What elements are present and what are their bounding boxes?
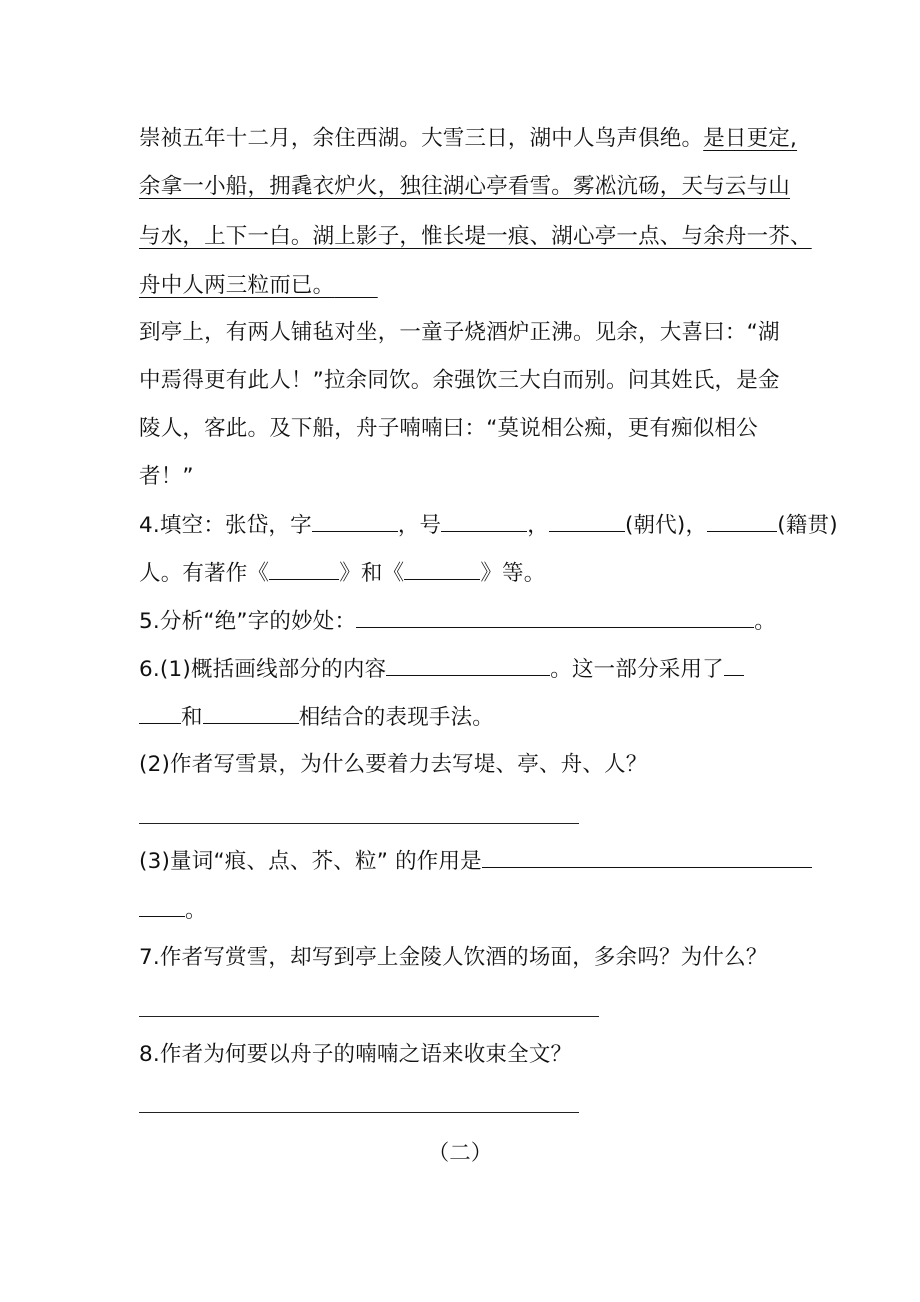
question-4-line-1 xyxy=(139,511,838,541)
q6-blank-technique-1a[interactable] xyxy=(724,655,744,676)
q5-blank[interactable] xyxy=(356,607,754,628)
underlined-text: 是日更定, xyxy=(703,126,798,151)
passage-p2-line-1: 到亭上，有两人铺毡对坐，一童子烧酒炉正沸。见余，大喜曰：“湖 xyxy=(139,320,780,345)
question-6-1-line-2 xyxy=(139,703,494,733)
q6-blank-technique-2[interactable] xyxy=(203,703,299,724)
q4-blank-zi[interactable] xyxy=(312,511,398,532)
passage-p2-line-2: 中焉得更有此人！”拉余同饮。余强饮三大白而别。问其姓氏，是金 xyxy=(139,368,780,393)
q6-3-blank-a[interactable] xyxy=(482,847,812,868)
passage-p1-line-1 xyxy=(139,124,797,154)
question-6-3-line-2 xyxy=(139,896,207,926)
q8-answer-line[interactable] xyxy=(139,1112,579,1113)
q6-text: 。这一部分采用了 xyxy=(550,657,724,682)
q6-text: 6.(1)概括画线部分的内容 xyxy=(139,657,387,682)
q6-blank-summary[interactable] xyxy=(386,655,550,676)
question-7: 7.作者写赏雪，却写到亭上金陵人饮酒的场面，多余吗？为什么？ xyxy=(139,945,768,970)
passage-text: 崇祯五年十二月，余住西湖。大雪三日，湖中人鸟声俱绝。 xyxy=(139,126,704,151)
q4-text: 4.填空：张岱，字 xyxy=(139,513,312,538)
q4-text: 人。有著作《 xyxy=(139,561,270,586)
q7-answer-line[interactable] xyxy=(139,1016,599,1017)
q6-blank-technique-1b[interactable] xyxy=(139,703,181,724)
passage-p1-line-4 xyxy=(139,271,378,301)
q5-text: 。 xyxy=(754,609,776,634)
q6-text: 和 xyxy=(181,705,203,730)
question-6-1-line-1 xyxy=(139,655,744,685)
q6-text: 相结合的表现手法。 xyxy=(298,705,495,730)
q4-text: ， xyxy=(527,513,549,538)
q4-blank-work-1[interactable] xyxy=(269,559,339,580)
question-4-line-2 xyxy=(139,559,545,589)
question-6-3-line-1 xyxy=(139,847,812,877)
section-heading: （二） xyxy=(427,1141,493,1166)
q4-text: 》和《 xyxy=(339,561,405,586)
question-6-2: (2)作者写雪景，为什么要着力去写堤、亭、舟、人？ xyxy=(139,752,648,777)
passage-p1-line-2: 余拿一小船，拥毳衣炉火，独往湖心亭看雪。雾凇沆砀，天与云与山 xyxy=(139,174,791,199)
q4-text: ，号 xyxy=(397,513,442,538)
q4-blank-work-2[interactable] xyxy=(404,559,480,580)
q4-text: (朝代)， xyxy=(624,513,708,538)
passage-p2-line-4: 者！” xyxy=(139,464,194,489)
q6-2-answer-line[interactable] xyxy=(139,823,579,824)
q5-text: 5.分析“绝”字的妙处： xyxy=(139,609,357,634)
q6-text: (3)量词“痕、点、芥、粒” 的作用是 xyxy=(139,849,482,874)
underlined-text: 舟中人两三粒而已。 xyxy=(139,273,335,298)
question-5 xyxy=(139,607,776,637)
q4-blank-hao[interactable] xyxy=(441,511,527,532)
q4-text: 》等。 xyxy=(480,561,546,586)
q6-3-blank-b[interactable] xyxy=(139,896,185,917)
underline-tail xyxy=(334,273,377,298)
q4-blank-dynasty[interactable] xyxy=(549,511,625,532)
passage-p2-line-3: 陵人，客此。及下船，舟子喃喃曰：“莫说相公痴，更有痴似相公 xyxy=(139,416,758,441)
passage-p1-line-3: 与水，上下一白。湖上影子，惟长堤一痕、湖心亭一点、与余舟一芥、 xyxy=(139,224,812,249)
question-8: 8.作者为何要以舟子的喃喃之语来收束全文？ xyxy=(139,1042,573,1067)
q4-text: (籍贯) xyxy=(777,513,838,538)
q4-blank-hometown[interactable] xyxy=(707,511,777,532)
q6-text: 。 xyxy=(185,898,207,923)
